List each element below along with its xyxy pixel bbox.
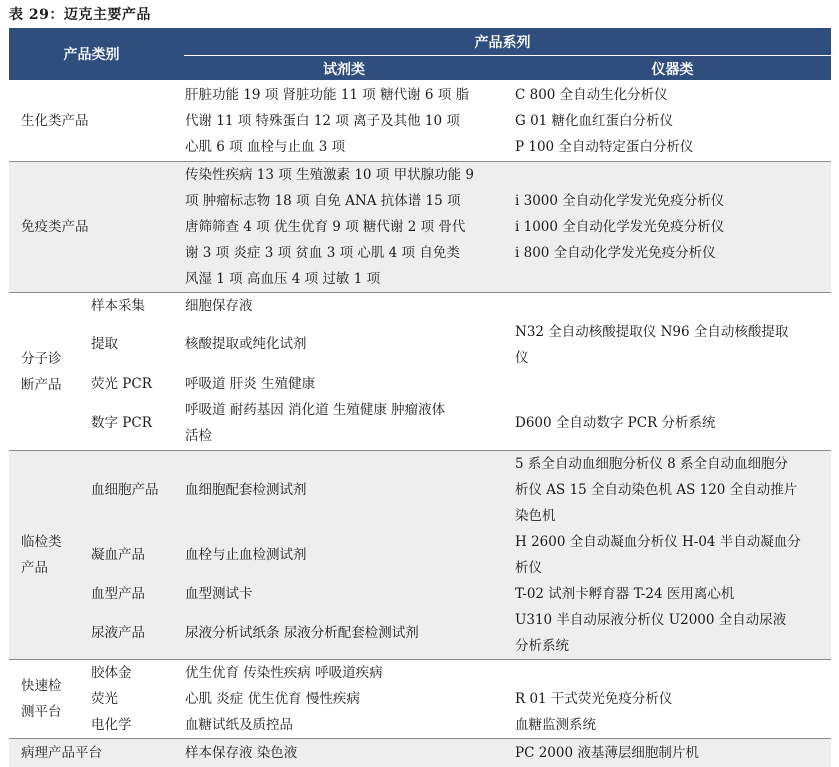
- reagent-line: 传染性疾病 13 项 生殖激素 10 项 甲状腺功能 9: [185, 167, 474, 183]
- header-category: 产品类别: [63, 47, 120, 63]
- clinical-group: [9, 450, 831, 659]
- reagent-cell: 呼吸道 肝炎 生殖健康: [185, 376, 316, 392]
- instrument-cell: [515, 529, 821, 581]
- reagent-cell: 血细胞配套检测试剂: [185, 482, 307, 498]
- instrument-cell: [515, 451, 821, 529]
- product-table: [9, 28, 831, 767]
- category-line: 临检类: [21, 534, 62, 550]
- instrument-cell: [515, 607, 821, 659]
- reagent-cell: [185, 397, 503, 449]
- instrument-cell: [515, 188, 821, 266]
- subcategory-label: 血型产品: [91, 586, 145, 602]
- reagent-line: 心肌 6 项 血栓与止血 3 项: [185, 139, 346, 155]
- molecular-group: [9, 292, 831, 450]
- category-line: 测平台: [21, 704, 62, 720]
- category-line: 产品: [21, 560, 48, 576]
- reagent-cell: 血栓与止血检测试剂: [185, 547, 307, 563]
- subcategory-label: 血细胞产品: [91, 482, 159, 498]
- reagent-line: 谢 3 项 炎症 3 项 贫血 3 项 心肌 4 项 自免类: [185, 245, 460, 261]
- instrument-line: U310 半自动尿液分析仪 U2000 全自动尿液: [515, 612, 787, 628]
- category-label: 病理产品平台: [21, 745, 102, 761]
- reagent-cell: 血糖试纸及质控品: [185, 717, 293, 733]
- subcategory-label: 胶体金: [91, 665, 132, 681]
- category-label: [21, 451, 62, 659]
- reagent-cell: 核酸提取或纯化试剂: [185, 336, 307, 352]
- instrument-line: 仪: [515, 350, 529, 366]
- reagent-line: 代谢 11 项 特殊蛋白 12 项 离子及其他 10 项: [185, 113, 460, 129]
- immuno-group: [9, 161, 831, 292]
- reagent-cell: [185, 162, 503, 292]
- category-label: 生化类产品: [21, 112, 89, 129]
- header-series: 产品系列: [474, 35, 531, 51]
- instrument-cell: [515, 319, 821, 371]
- instrument-line: C 800 全自动生化分析仪: [515, 87, 668, 103]
- biochem-group: [9, 80, 831, 161]
- instrument-line: P 100 全自动特定蛋白分析仪: [515, 139, 694, 155]
- header-reagent: 试剂类: [323, 62, 365, 78]
- instrument-cell: D600 全自动数字 PCR 分析系统: [515, 415, 716, 431]
- category-line: 分子诊: [21, 350, 62, 367]
- instrument-cell: T-02 试剂卡孵育器 T-24 医用离心机: [515, 586, 735, 602]
- instrument-line: i 3000 全自动化学发光免疫分析仪: [515, 193, 725, 209]
- category-label: 免疫类产品: [21, 219, 89, 235]
- instrument-line: H 2600 全自动凝血分析仪 H-04 半自动凝血分: [515, 534, 801, 550]
- subcategory-label: 荧光: [91, 691, 118, 707]
- reagent-cell: 样本保存液 染色液: [185, 745, 298, 761]
- reagent-cell: 优生优育 传染性疾病 呼吸道疾病: [185, 665, 383, 681]
- category-line: 断产品: [21, 376, 62, 393]
- subcategory-label: 荧光 PCR: [91, 376, 152, 392]
- instrument-line: i 800 全自动化学发光免疫分析仪: [515, 245, 716, 261]
- instrument-line: 分析系统: [515, 638, 569, 654]
- instrument-line: 染色机: [515, 508, 556, 524]
- instrument-line: G 01 糖化血红蛋白分析仪: [515, 113, 674, 129]
- reagent-cell: [185, 82, 503, 160]
- header-divider: [184, 55, 831, 56]
- subcategory-label: 样本采集: [91, 298, 145, 314]
- reagent-cell: 心肌 炎症 优生优育 慢性疾病: [185, 691, 360, 707]
- reagent-line: 唐筛筛查 4 项 优生优育 9 项 糖代谢 2 项 骨代: [185, 219, 466, 235]
- category-label: [21, 660, 62, 738]
- subcategory-label: 电化学: [91, 717, 132, 733]
- instrument-cell: [515, 82, 821, 160]
- reagent-line: 活检: [185, 428, 212, 444]
- subcategory-label: 数字 PCR: [91, 415, 152, 431]
- reagent-cell: 尿液分析试纸条 尿液分析配套检测试剂: [185, 625, 419, 641]
- instrument-cell: R 01 干式荧光免疫分析仪: [515, 691, 673, 707]
- reagent-line: 肝脏功能 19 项 肾脏功能 11 项 糖代谢 6 项 脂: [185, 87, 470, 103]
- subcategory-label: 提取: [91, 336, 118, 352]
- reagent-line: 呼吸道 耐药基因 消化道 生殖健康 肿瘤液体: [185, 402, 446, 418]
- subcategory-label: 尿液产品: [91, 625, 145, 641]
- instrument-cell: PC 2000 液基薄层细胞制片机: [515, 745, 699, 761]
- instrument-line: N32 全自动核酸提取仪 N96 全自动核酸提取: [515, 324, 789, 340]
- instrument-line: 析仪 AS 15 全自动染色机 AS 120 全自动推片: [515, 482, 798, 498]
- header-instrument: 仪器类: [651, 62, 694, 78]
- pathology-group: [9, 738, 831, 767]
- reagent-line: 项 肿瘤标志物 18 项 自免 ANA 抗体谱 15 项: [185, 193, 461, 209]
- instrument-cell: 血糖监测系统: [515, 717, 596, 733]
- subcategory-label: 凝血产品: [91, 547, 145, 563]
- category-line: 快速检: [21, 678, 62, 694]
- rapid-group: [9, 659, 831, 738]
- reagent-cell: 血型测试卡: [185, 586, 253, 602]
- reagent-line: 风湿 1 项 高血压 4 项 过敏 1 项: [185, 271, 381, 287]
- table-caption: 表 29：迈克主要产品: [9, 7, 151, 23]
- instrument-line: 5 系全自动血细胞分析仪 8 系全自动血细胞分: [515, 456, 789, 472]
- instrument-line: i 1000 全自动化学发光免疫分析仪: [515, 219, 725, 235]
- table-header: [9, 28, 831, 80]
- instrument-line: 析仪: [515, 560, 542, 576]
- reagent-cell: 细胞保存液: [185, 298, 253, 314]
- category-label: [21, 293, 62, 450]
